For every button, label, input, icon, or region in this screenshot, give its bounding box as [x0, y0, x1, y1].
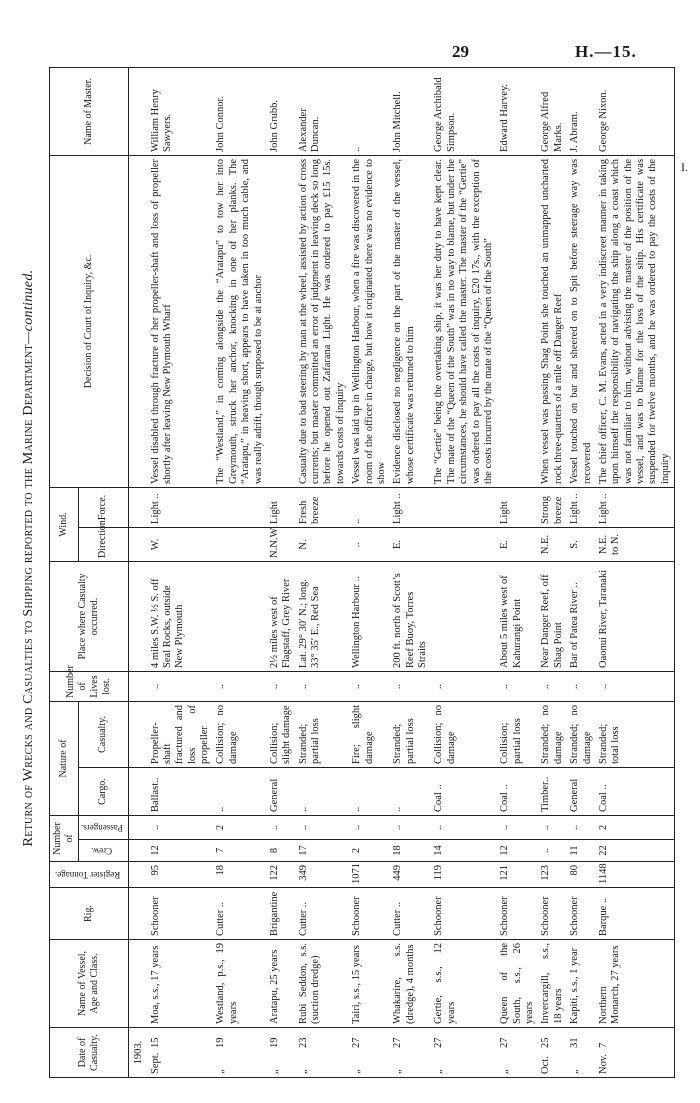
rig-cell: Schooner	[148, 888, 214, 940]
lives-lost-cell: ..	[596, 671, 675, 701]
master-cell: George Nixon.	[596, 67, 675, 155]
place-cell: Lat. 29° 30′ N.; long. 33° 35′ E., Red Sea	[296, 561, 350, 671]
date-cell	[349, 1028, 390, 1078]
wind-force-cell: Strong breeze	[538, 487, 567, 527]
decision-cell: When vessel was passing Shag Point she touched an unmapped uncharted rock three-quarters of a mile off Danger Reef	[538, 155, 567, 487]
wind-force-cell: Light ..	[390, 487, 431, 527]
place-cell: Wellington Harbour ..	[349, 561, 390, 671]
year-label: 1903.	[129, 1028, 148, 1078]
cargo-cell: Coal ..	[596, 767, 675, 815]
date-cell	[567, 1028, 596, 1078]
tonnage-cell: 122	[267, 862, 296, 888]
master-cell: Alexander Duncan.	[296, 67, 350, 155]
date-month: „	[297, 1069, 309, 1074]
wind-direction-cell: E.	[390, 527, 431, 561]
wind-force-cell	[431, 487, 497, 527]
lives-lost-cell: ..	[267, 671, 296, 701]
table-row	[296, 67, 350, 1077]
date-cell	[296, 1028, 350, 1078]
date-month: „	[499, 1069, 511, 1074]
vessel-cell: Queen of the South, s.s., 26 years	[497, 940, 538, 1028]
place-cell: Bar of Patea River ..	[567, 561, 596, 671]
wind-direction-cell: W.	[148, 527, 214, 561]
casualty-cell: Collision; no damage	[213, 701, 267, 767]
rotated-table-area	[15, 68, 680, 1078]
crew-cell: 18	[390, 840, 431, 862]
decision-cell: The chief officer, C. M. Evans, acted in a very indiscreet manner in taking upon himself the responsibility of navigating the ship along a coast which was not familiar to him, without advising the master of the position of the vessel, and was to blame for the loss of the ship. His certificate was suspended for twelve months, and he was ordered to pay the costs of the inquiry	[596, 155, 675, 487]
passengers-cell: ..	[567, 815, 596, 839]
table-row	[538, 67, 567, 1077]
wind-force-cell: Light	[497, 487, 538, 527]
cargo-cell: General	[567, 767, 596, 815]
cargo-cell: Coal ..	[431, 767, 497, 815]
vessel-cell: Westland, p.s., 19 years	[213, 940, 267, 1028]
table-title	[21, 78, 37, 1038]
master-cell: William Henry Sawyers.	[148, 67, 214, 155]
wind-force-cell: Light	[267, 487, 296, 527]
place-cell: Oaonui River, Taranaki	[596, 561, 675, 671]
passengers-cell: ..	[349, 815, 390, 839]
decision-cell: Vessel touched on bar and sheered on to Spit before steerage way was recovered	[567, 155, 596, 487]
page-code: H.—15.	[575, 42, 637, 61]
rig-cell: Schooner	[497, 888, 538, 940]
header-rig: Rig.	[50, 888, 129, 940]
cargo-cell: Coal ..	[497, 767, 538, 815]
header-crew: Crew.	[90, 845, 113, 856]
crew-cell: 14	[431, 840, 497, 862]
wind-force-cell: ..	[349, 487, 390, 527]
lives-lost-cell: ..	[567, 671, 596, 701]
date-month: „	[268, 1069, 280, 1074]
tonnage-cell: 449	[390, 862, 431, 888]
table-title-main: Return of Wrecks and Casualties to Shipping reported to the Marine Department	[21, 344, 36, 847]
wind-force-cell: Fresh breeze	[296, 487, 350, 527]
place-cell: 200 ft. north of Scott’s Reef Buoy, Torres Straits	[390, 561, 431, 671]
place-cell: Near Danger Reef, off Shag Point	[538, 561, 567, 671]
rig-cell: Cutter ..	[296, 888, 350, 940]
decision-cell: Vessel was laid up in Wellington Harbour, when a fire was discovered in the room of the officer in charge, but how it originated there was no evidence to show	[349, 155, 390, 487]
tonnage-cell: 121	[497, 862, 538, 888]
vessel-cell: Gertie, s.s., 12 years	[431, 940, 497, 1028]
wind-force-cell: Light ..	[148, 487, 214, 527]
lives-lost-cell: ..	[431, 671, 497, 701]
passengers-cell: ..	[390, 815, 431, 839]
master-cell: John Mitchell.	[390, 67, 431, 155]
wind-direction-cell: S.	[567, 527, 596, 561]
date-day: 7	[597, 1042, 609, 1048]
wind-direction-cell: E.	[497, 527, 538, 561]
tonnage-cell: 18	[213, 862, 267, 888]
date-day: 27	[499, 1037, 511, 1048]
date-day: 27	[433, 1037, 445, 1048]
crew-cell: 8	[267, 840, 296, 862]
master-cell: Edward Harvey.	[497, 67, 538, 155]
page-number: 29	[452, 42, 469, 61]
wind-direction-cell: ..	[349, 527, 390, 561]
place-cell: About 5 miles west of Kahurangi Point	[497, 561, 538, 671]
vessel-cell: Aratapu, 25 years	[267, 940, 296, 1028]
master-cell: John Grubb.	[267, 67, 296, 155]
date-day: 15	[149, 1037, 161, 1048]
date-day: 19	[215, 1037, 227, 1048]
lives-lost-cell: ..	[213, 671, 267, 701]
header-vessel: Name of Vessel, Age and Class.	[50, 940, 129, 1028]
place-cell	[431, 561, 497, 671]
table-title-continued: —continued.	[21, 269, 36, 345]
rig-cell: Barque ..	[596, 888, 675, 940]
wind-direction-cell: N.E. to N.	[596, 527, 675, 561]
wind-direction-cell: N.	[296, 527, 350, 561]
vessel-cell: Kapiti, s.s., 1 year	[567, 940, 596, 1028]
wind-direction-cell	[431, 527, 497, 561]
date-day: 27	[392, 1037, 404, 1048]
crew-cell: 7	[213, 840, 267, 862]
decision-cell: The “Westland,” in coming alongside the “Aratapu” to tow her into Greymouth, struck her anchor, knocking in one of her planks. The “Aratapu,” in heaving short, appears to have taken in too much cable, and was really adrift, though supposed to be at anchor	[213, 155, 267, 487]
date-cell	[148, 1028, 214, 1078]
crew-cell: 2	[349, 840, 390, 862]
casualty-cell: Collision; slight damage	[267, 701, 296, 767]
passengers-cell: ..	[296, 815, 350, 839]
cargo-cell: ..	[213, 767, 267, 815]
cargo-cell: Ballast..	[148, 767, 214, 815]
passengers-cell: ..	[148, 815, 214, 839]
header-date: Date of Casualty.	[50, 1028, 129, 1078]
vessel-cell: Invercargill, s.s., 18 years	[538, 940, 567, 1028]
cargo-cell: ..	[349, 767, 390, 815]
table-row	[349, 67, 390, 1077]
master-cell: George Archibald Simpson.	[431, 67, 497, 155]
cargo-cell: General	[267, 767, 296, 815]
wind-direction-cell: N.N.W.	[267, 527, 296, 561]
table-row	[567, 67, 596, 1077]
lives-lost-cell: ..	[296, 671, 350, 701]
wind-force-cell	[213, 487, 267, 527]
table-row	[148, 67, 214, 1077]
header-direction: Direction.	[78, 527, 129, 561]
table-row	[497, 67, 538, 1077]
passengers-cell: ..	[538, 815, 567, 839]
master-cell: George Alfred Marks.	[538, 67, 567, 155]
casualty-cell: Stranded; no damage	[538, 701, 567, 767]
vessel-cell: Moa, s.s., 17 years	[148, 940, 214, 1028]
crew-cell: 11	[567, 840, 596, 862]
place-cell: 4 miles S.W. ½ S. off Seal Rocks, outside New Plymouth	[148, 561, 214, 671]
header-lives-lost: Number of Lives lost.	[50, 671, 129, 701]
casualty-cell: Collision; no damage	[431, 701, 497, 767]
rig-cell: Brigantine	[267, 888, 296, 940]
master-cell: ..	[349, 67, 390, 155]
wrecks-table	[49, 67, 675, 1078]
crew-cell: 12	[148, 840, 214, 862]
place-cell: 2½ miles west of Flagstaff, Grey River	[267, 561, 296, 671]
date-month: „	[569, 1069, 581, 1074]
decision-cell	[267, 155, 296, 487]
vessel-cell: Tairi, s.s., 15 years	[349, 940, 390, 1028]
date-month: „	[392, 1069, 404, 1074]
rig-cell: Cutter ..	[390, 888, 431, 940]
wind-direction-cell	[213, 527, 267, 561]
date-day: 19	[268, 1037, 280, 1048]
tonnage-cell: 1148	[596, 862, 675, 888]
lives-lost-cell: ..	[497, 671, 538, 701]
casualty-cell: Collision; partial loss	[497, 701, 538, 767]
lives-lost-cell: ..	[349, 671, 390, 701]
date-month: „	[215, 1069, 227, 1074]
casualty-cell: Stranded; partial loss	[390, 701, 431, 767]
vessel-cell: Rubi Seddon, s.s. (suction dredge)	[296, 940, 350, 1028]
table-row	[213, 67, 267, 1077]
decision-cell	[497, 155, 538, 487]
header-casualty: Casualty.	[78, 701, 129, 767]
cargo-cell: Timber..	[538, 767, 567, 815]
rig-cell: Schooner	[567, 888, 596, 940]
rig-cell: Schooner	[349, 888, 390, 940]
casualty-cell: Stranded; total loss	[596, 701, 675, 767]
wind-direction-cell: N.E.	[538, 527, 567, 561]
header-master: Name of Master.	[50, 67, 129, 155]
passengers-cell: ..	[431, 815, 497, 839]
date-cell	[538, 1028, 567, 1078]
side-mark: I.	[681, 160, 688, 174]
date-cell	[390, 1028, 431, 1078]
date-day: 23	[297, 1037, 309, 1048]
header-number-of: Number of	[50, 815, 79, 861]
rig-cell: Cutter ..	[213, 888, 267, 940]
wind-force-cell: Light ..	[567, 487, 596, 527]
cargo-cell: ..	[390, 767, 431, 815]
date-day: 25	[540, 1037, 552, 1048]
lives-lost-cell: ..	[148, 671, 214, 701]
place-cell	[213, 561, 267, 671]
vessel-cell: Whakarire, s.s. (dredge), 4 months	[390, 940, 431, 1028]
header-passengers: Passengers.	[80, 822, 123, 833]
rig-cell: Schooner	[538, 888, 567, 940]
crew-cell: 17	[296, 840, 350, 862]
date-month: Sept.	[149, 1052, 161, 1074]
decision-cell: Vessel disabled through fracture of her propeller-shaft and loss of propeller shortly after leaving New Plymouth Wharf	[148, 155, 214, 487]
casualty-cell: Propeller-shaft fractured and loss of propeller	[148, 701, 214, 767]
table-row	[596, 67, 675, 1077]
lives-lost-cell: ..	[390, 671, 431, 701]
header-place: Place where Casualty occurred.	[50, 561, 129, 671]
passengers-cell: 2	[213, 815, 267, 839]
date-month: Oct.	[540, 1056, 552, 1074]
table-row	[390, 67, 431, 1077]
decision-cell: Evidence disclosed no negligence on the part of the master of the vessel, whose certificate was returned to him	[390, 155, 431, 487]
header-decision: Decision of Court of Inquiry, &c.	[50, 155, 129, 487]
wind-force-cell: Light ..	[596, 487, 675, 527]
decision-cell: Casualty due to bad steering by man at the wheel, assisted by action of cross currents; but master committed an error of judgment in leaving deck so long before he opened out Zafarana Light. He was ordered to pay £15 15s. towards costs of inquiry	[296, 155, 350, 487]
table-row	[267, 67, 296, 1077]
tonnage-cell: 95	[148, 862, 214, 888]
crew-cell: ..	[538, 840, 567, 862]
rig-cell: Schooner	[431, 888, 497, 940]
header-cargo: Cargo.	[78, 767, 129, 815]
passengers-cell: ..	[267, 815, 296, 839]
tonnage-cell: 123	[538, 862, 567, 888]
tonnage-cell: 1071	[349, 862, 390, 888]
cargo-cell: ..	[296, 767, 350, 815]
lives-lost-cell: ..	[538, 671, 567, 701]
header-wind: Wind.	[50, 487, 79, 561]
casualty-cell: Fire; slight damage	[349, 701, 390, 767]
table-row	[431, 67, 497, 1077]
date-cell	[213, 1028, 267, 1078]
tonnage-cell: 349	[296, 862, 350, 888]
vessel-cell: Northern Monarch, 27 years	[596, 940, 675, 1028]
date-day: 27	[351, 1037, 363, 1048]
date-cell	[596, 1028, 675, 1078]
header-tonnage: Register Tonnage.	[54, 869, 120, 880]
tonnage-cell: 80	[567, 862, 596, 888]
master-cell: J. Abram.	[567, 67, 596, 155]
date-cell	[431, 1028, 497, 1078]
header-force: Force.	[78, 487, 129, 527]
crew-cell: 22	[596, 840, 675, 862]
date-month: „	[351, 1069, 363, 1074]
tonnage-cell: 119	[431, 862, 497, 888]
passengers-cell: 2	[596, 815, 675, 839]
passengers-cell: ..	[497, 815, 538, 839]
date-month: „	[433, 1069, 445, 1074]
date-day: 31	[569, 1037, 581, 1048]
date-cell	[267, 1028, 296, 1078]
master-cell: John Connor.	[213, 67, 267, 155]
header-nature-of: Nature of	[50, 701, 79, 815]
date-month: Nov.	[597, 1053, 609, 1074]
casualty-cell: Stranded; partial loss	[296, 701, 350, 767]
date-cell	[497, 1028, 538, 1078]
decision-cell: The “Gertie” being the overtaking ship, it was her duty to have kept clear. The mate of the “Queen of the South” was in no way to blame, but under the circumstances, he should have called the master. The master of the “Gertie” was ordered to pay all the costs of inquiry, £20 17s., with the exception of the costs incurred by the mate of the “Queen of the South”	[431, 155, 497, 487]
crew-cell: 12	[497, 840, 538, 862]
casualty-cell: Stranded; no damage	[567, 701, 596, 767]
